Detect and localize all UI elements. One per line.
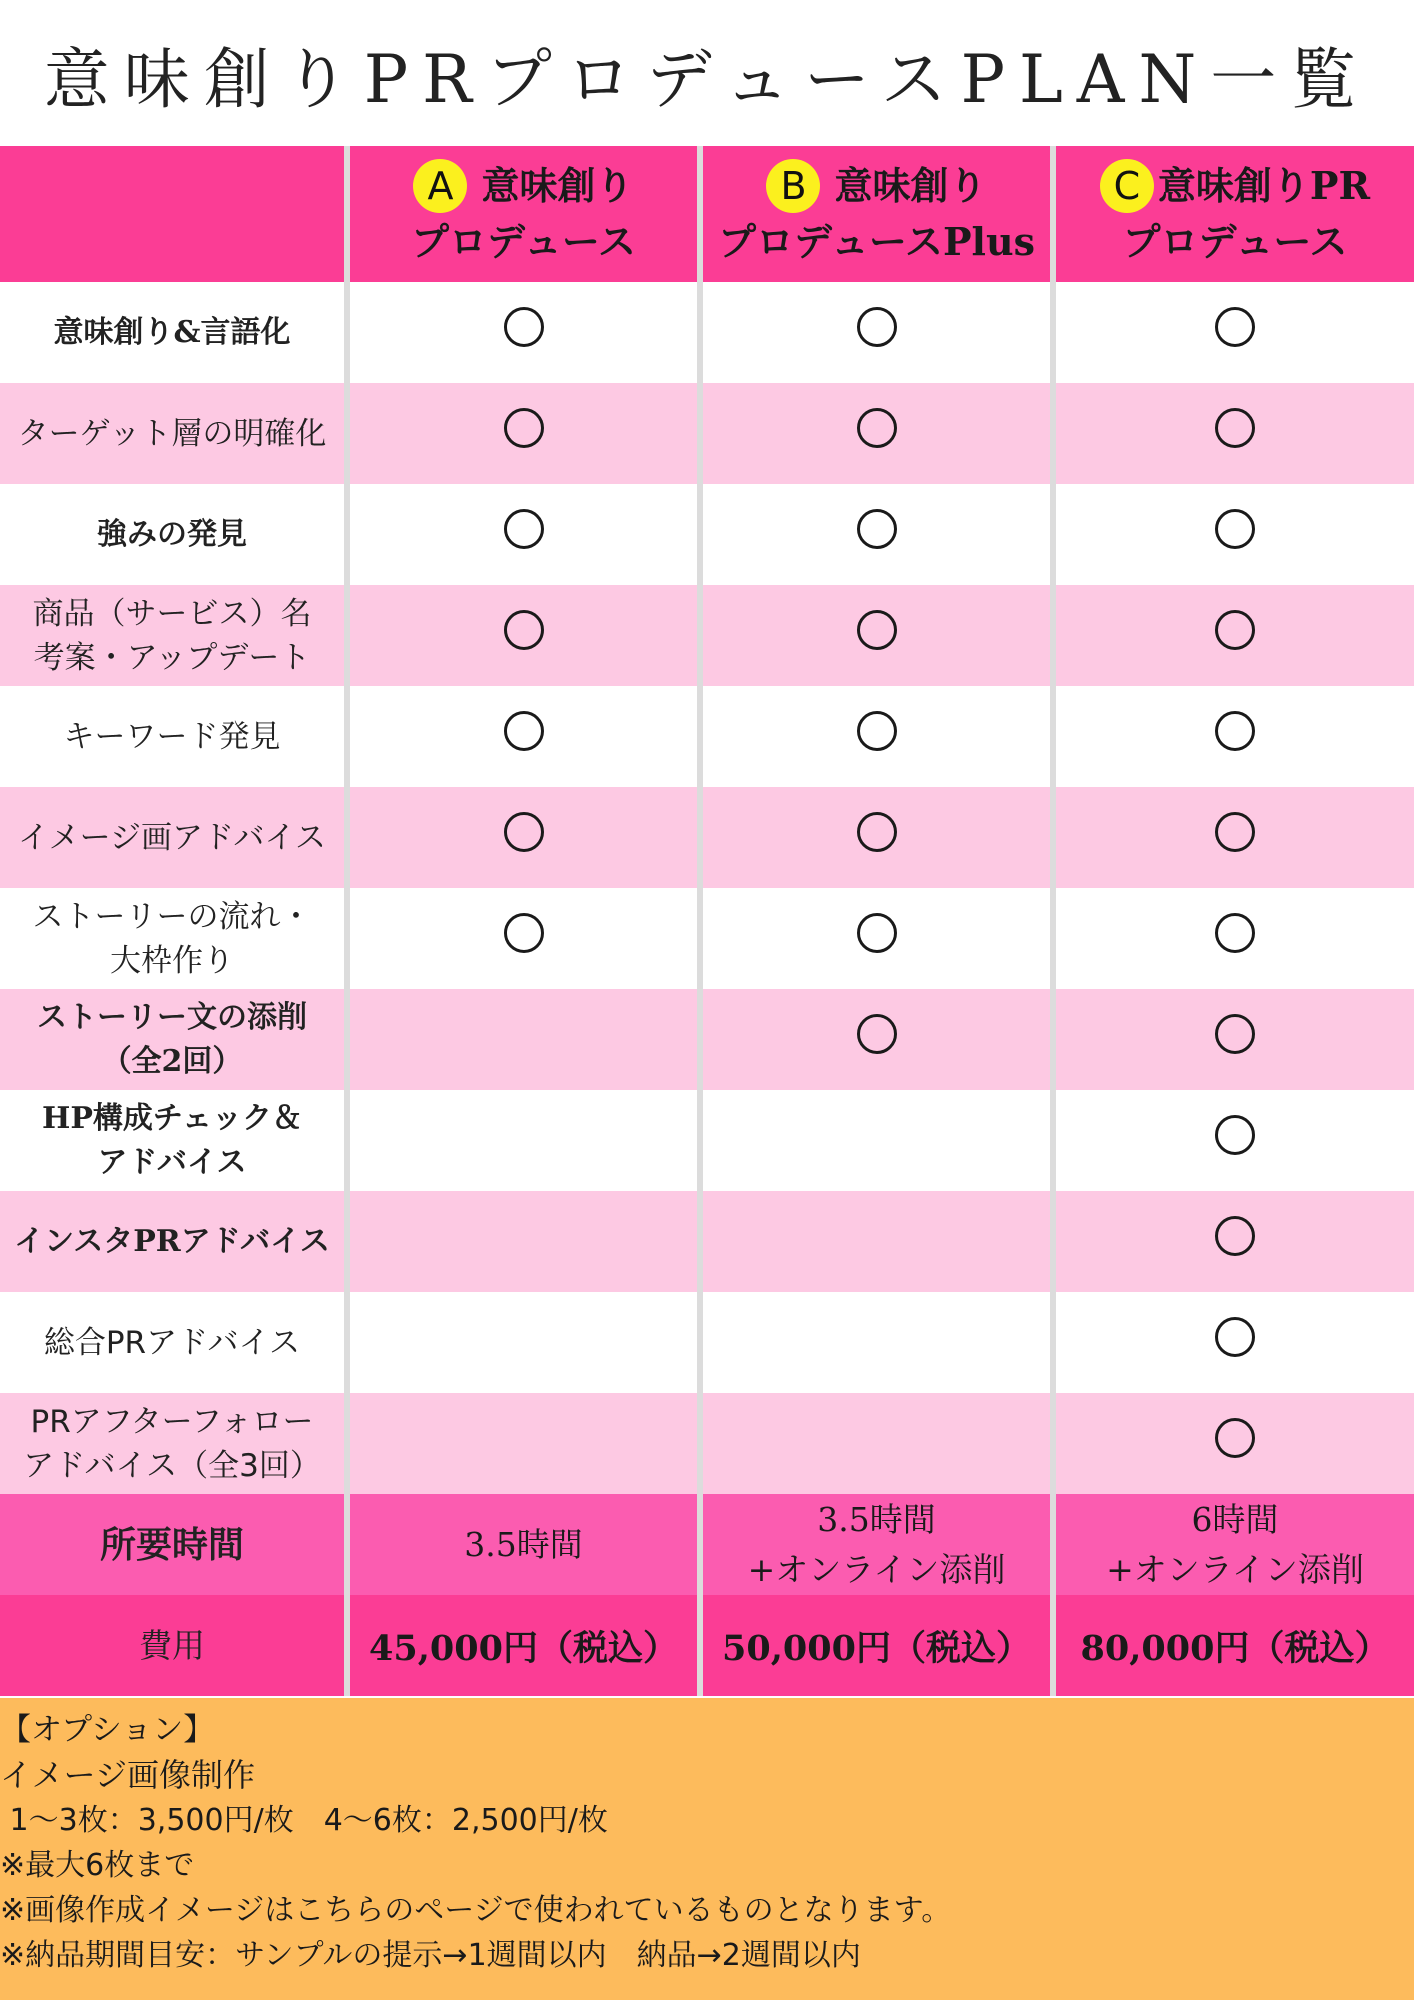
feature-cell-plan-c xyxy=(1053,383,1414,484)
feature-cell-plan-b xyxy=(700,282,1053,383)
included-circle-icon xyxy=(857,1014,897,1054)
plan-name-line1: 意味創り xyxy=(481,163,634,208)
included-circle-icon xyxy=(1215,711,1255,751)
feature-cell-plan-c xyxy=(1053,282,1414,383)
included-circle-icon xyxy=(1215,307,1255,347)
feature-cell-plan-c xyxy=(1053,1090,1414,1191)
included-circle-icon xyxy=(1215,812,1255,852)
feature-row xyxy=(0,1393,1414,1494)
included-circle-icon xyxy=(504,711,544,751)
feature-label xyxy=(0,1191,347,1292)
feature-cell-plan-a xyxy=(347,1191,700,1292)
feature-cell-plan-a xyxy=(347,787,700,888)
included-circle-icon xyxy=(1215,913,1255,953)
price-label: 費用 xyxy=(0,1595,347,1696)
feature-cell-plan-b xyxy=(700,989,1053,1090)
options-line: 1〜3枚：3,500円/枚 4〜6枚：2,500円/枚 xyxy=(0,1803,608,1838)
feature-cell-plan-c xyxy=(1053,1292,1414,1393)
plan-name-line1: 意味創りPR xyxy=(1157,163,1371,208)
feature-cell-plan-c xyxy=(1053,484,1414,585)
included-circle-icon xyxy=(1215,1216,1255,1256)
plan-comparison-table xyxy=(0,146,1414,1696)
feature-label-line1: 意味創り&言語化 xyxy=(53,314,291,350)
feature-cell-plan-a xyxy=(347,585,700,686)
feature-label-line1: PRアフターフォロー xyxy=(30,1403,314,1440)
feature-label-line1: ストーリーの流れ・ xyxy=(32,898,312,935)
feature-cell-plan-b xyxy=(700,787,1053,888)
duration-cell-plan-a xyxy=(347,1494,700,1595)
included-circle-icon xyxy=(1215,1014,1255,1054)
feature-cell-plan-c xyxy=(1053,989,1414,1090)
plan-header-a xyxy=(347,146,700,282)
included-circle-icon xyxy=(857,711,897,751)
feature-label-line2: アドバイス（全3回） xyxy=(23,1447,321,1484)
feature-label-line1: HP構成チェック＆ xyxy=(41,1100,302,1136)
price-cell-plan-b: 50,000円（税込） xyxy=(700,1595,1053,1696)
plan-header-c xyxy=(1053,146,1414,282)
feature-label xyxy=(0,282,347,383)
duration-extra: +オンライン添削 xyxy=(747,1549,1006,1589)
feature-cell-plan-a xyxy=(347,1393,700,1494)
feature-cell-plan-c xyxy=(1053,585,1414,686)
options-line: ※画像作成イメージはこちらのページで使われているものとなります。 xyxy=(0,1893,952,1928)
feature-cell-plan-b xyxy=(700,686,1053,787)
feature-row xyxy=(0,1292,1414,1393)
feature-cell-plan-a xyxy=(347,1090,700,1191)
included-circle-icon xyxy=(504,812,544,852)
duration-value: 3.5時間 xyxy=(817,1499,936,1539)
included-circle-icon xyxy=(504,408,544,448)
feature-cell-plan-a xyxy=(347,383,700,484)
feature-cell-plan-c xyxy=(1053,787,1414,888)
header-corner-cell xyxy=(0,146,347,282)
feature-cell-plan-b xyxy=(700,383,1053,484)
plan-name-line1: 意味創り xyxy=(834,163,987,208)
duration-label: 所要時間 xyxy=(0,1494,347,1595)
feature-label xyxy=(0,686,347,787)
feature-label-line2: アドバイス xyxy=(97,1144,247,1180)
options-heading: 【オプション】 xyxy=(0,1712,215,1748)
feature-cell-plan-b xyxy=(700,1090,1053,1191)
duration-cell-plan-c xyxy=(1053,1494,1414,1595)
feature-cell-plan-b xyxy=(700,1292,1053,1393)
plan-name-line2: プロデュース xyxy=(411,219,636,264)
price-cell-plan-a: 45,000円（税込） xyxy=(347,1595,700,1696)
feature-label-line1: インスタPRアドバイス xyxy=(14,1223,330,1259)
included-circle-icon xyxy=(1215,610,1255,650)
feature-label-line2: 考案・アップデート xyxy=(33,639,311,676)
feature-label-line1: キーワード発見 xyxy=(63,718,281,755)
included-circle-icon xyxy=(1215,1418,1255,1458)
feature-cell-plan-a xyxy=(347,484,700,585)
feature-label xyxy=(0,989,347,1090)
feature-row xyxy=(0,888,1414,989)
feature-row xyxy=(0,585,1414,686)
included-circle-icon xyxy=(1215,408,1255,448)
included-circle-icon xyxy=(504,509,544,549)
feature-label xyxy=(0,787,347,888)
included-circle-icon xyxy=(857,307,897,347)
included-circle-icon xyxy=(857,408,897,448)
feature-cell-plan-b xyxy=(700,1393,1053,1494)
feature-label-line1: 強みの発見 xyxy=(97,516,247,552)
plan-header-b xyxy=(700,146,1053,282)
feature-label-line1: ターゲット層の明確化 xyxy=(17,415,327,452)
plan-badge-a: A xyxy=(413,159,467,213)
feature-label xyxy=(0,484,347,585)
included-circle-icon xyxy=(1215,1317,1255,1357)
feature-cell-plan-b xyxy=(700,585,1053,686)
price-cell-plan-c: 80,000円（税込） xyxy=(1053,1595,1414,1696)
plan-name-line2: プロデュース xyxy=(1122,219,1348,264)
feature-label-line2: 大枠作り xyxy=(110,942,234,979)
included-circle-icon xyxy=(857,610,897,650)
feature-row xyxy=(0,383,1414,484)
feature-row xyxy=(0,686,1414,787)
feature-label xyxy=(0,1292,347,1393)
feature-label xyxy=(0,888,347,989)
feature-label xyxy=(0,1393,347,1494)
feature-cell-plan-a xyxy=(347,686,700,787)
feature-row xyxy=(0,484,1414,585)
feature-cell-plan-a xyxy=(347,1292,700,1393)
feature-cell-plan-c xyxy=(1053,686,1414,787)
feature-label-line1: 商品（サービス）名 xyxy=(32,595,312,632)
plan-badge-b: B xyxy=(766,159,820,213)
included-circle-icon xyxy=(504,913,544,953)
feature-cell-plan-b xyxy=(700,1191,1053,1292)
options-line: ※納品期間目安：サンプルの提示→1週間以内 納品→2週間以内 xyxy=(0,1938,861,1973)
duration-row xyxy=(0,1494,1414,1595)
feature-cell-plan-b xyxy=(700,888,1053,989)
plan-badge-c: C xyxy=(1100,159,1154,213)
feature-label-line2: （全2回） xyxy=(101,1043,243,1079)
feature-row xyxy=(0,787,1414,888)
feature-label-line1: 総合PRアドバイス xyxy=(43,1324,301,1361)
options-subheading: イメージ画像制作 xyxy=(0,1756,256,1794)
feature-label xyxy=(0,1090,347,1191)
included-circle-icon xyxy=(504,307,544,347)
feature-row xyxy=(0,1090,1414,1191)
included-circle-icon xyxy=(857,509,897,549)
duration-value: 6時間 xyxy=(1191,1499,1279,1539)
options-line: ※最大6枚まで xyxy=(0,1848,195,1883)
feature-label-line1: イメージ画アドバイス xyxy=(17,819,327,856)
plan-name-line2: プロデュースPlus xyxy=(718,219,1035,264)
included-circle-icon xyxy=(857,913,897,953)
feature-label xyxy=(0,383,347,484)
duration-cell-plan-b xyxy=(700,1494,1053,1595)
duration-value: 3.5時間 xyxy=(464,1524,583,1564)
price-row xyxy=(0,1595,1414,1696)
feature-cell-plan-a xyxy=(347,888,700,989)
options-panel xyxy=(0,1698,1414,2000)
feature-row xyxy=(0,989,1414,1090)
feature-label-line1: ストーリー文の添削 xyxy=(37,999,307,1035)
feature-cell-plan-a xyxy=(347,989,700,1090)
feature-cell-plan-c xyxy=(1053,1393,1414,1494)
plan-header-row xyxy=(0,146,1414,282)
included-circle-icon xyxy=(857,812,897,852)
included-circle-icon xyxy=(504,610,544,650)
feature-row xyxy=(0,282,1414,383)
included-circle-icon xyxy=(1215,1115,1255,1155)
feature-cell-plan-c xyxy=(1053,888,1414,989)
page-title: 意味創りPRプロデュースPLAN一覧 xyxy=(43,40,1371,118)
duration-extra: +オンライン添削 xyxy=(1106,1549,1364,1589)
included-circle-icon xyxy=(1215,509,1255,549)
feature-row xyxy=(0,1191,1414,1292)
feature-cell-plan-a xyxy=(347,282,700,383)
feature-cell-plan-b xyxy=(700,484,1053,585)
feature-label xyxy=(0,585,347,686)
feature-cell-plan-c xyxy=(1053,1191,1414,1292)
